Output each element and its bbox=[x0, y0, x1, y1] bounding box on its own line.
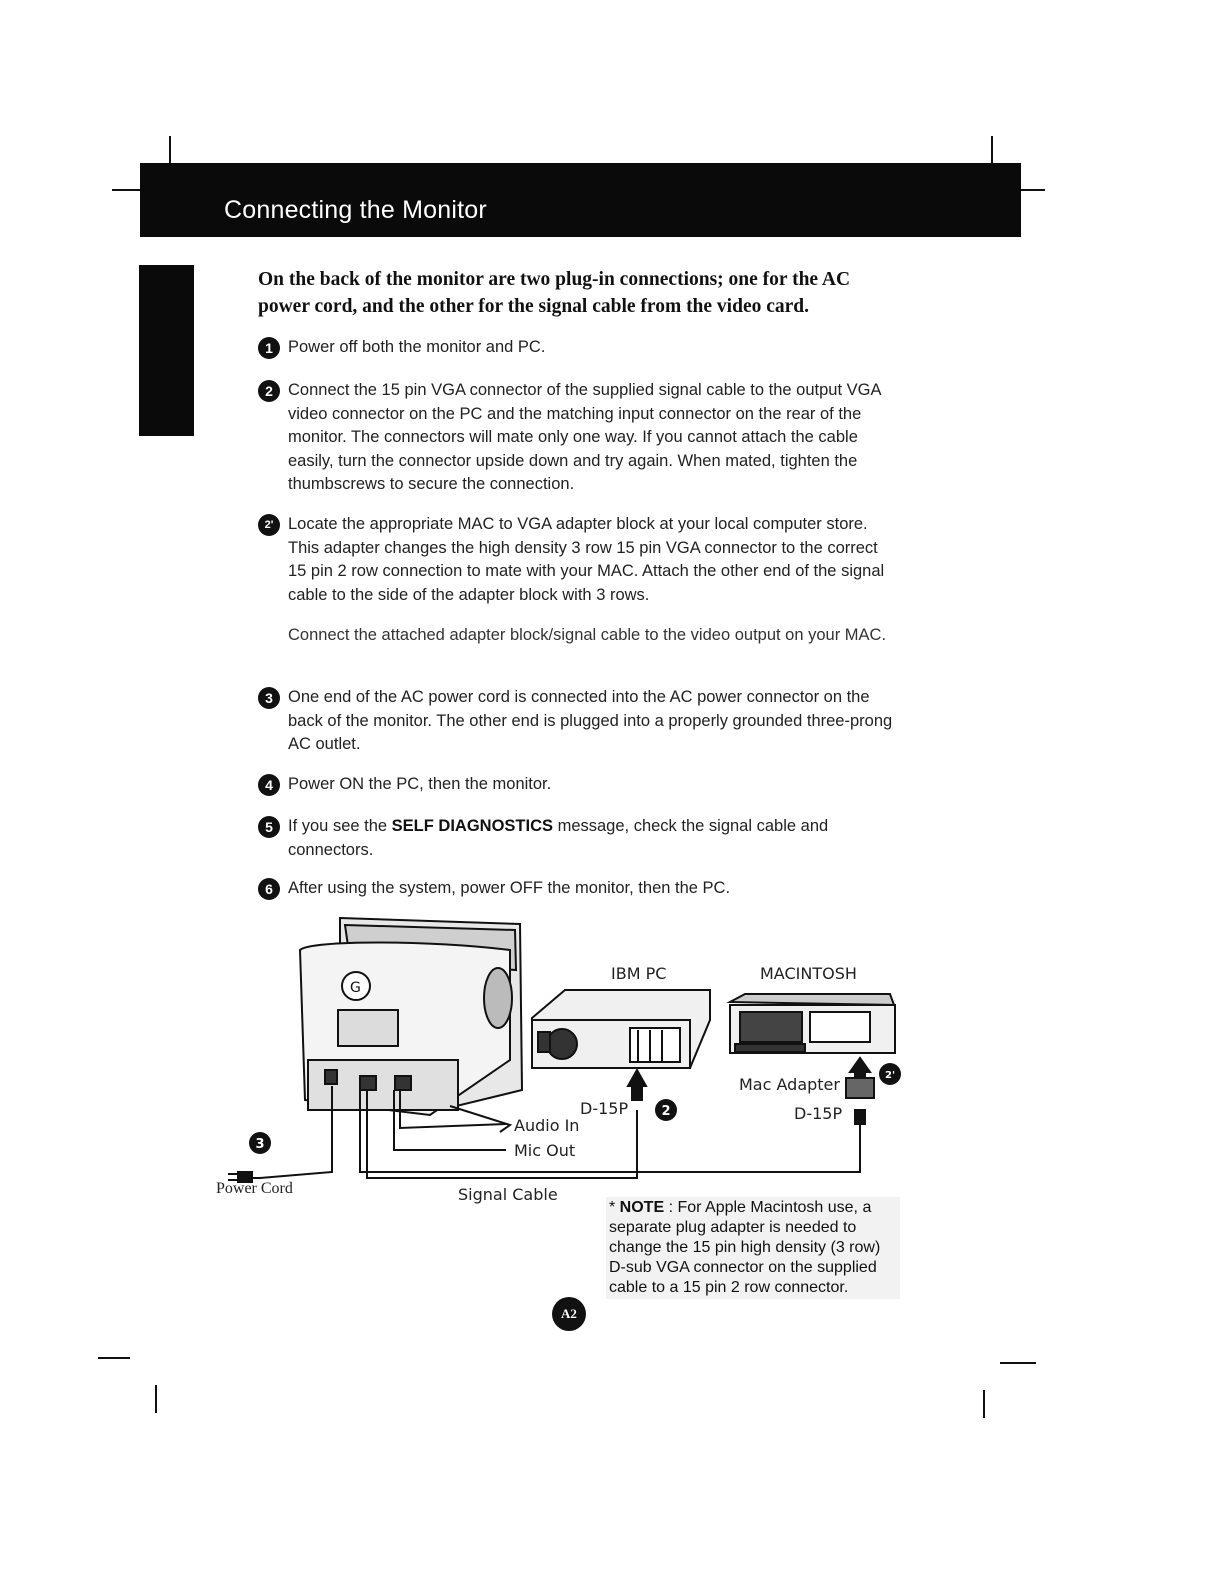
step-number-badge: 3 bbox=[258, 687, 280, 709]
step-number-badge: 2' bbox=[258, 514, 280, 536]
ibm-pc-label: IBM PC bbox=[611, 964, 667, 983]
crop-mark bbox=[169, 136, 171, 164]
step-number-badge: 6 bbox=[258, 878, 280, 900]
step-text bbox=[288, 815, 898, 862]
note-prefix: * bbox=[609, 1199, 620, 1216]
step-number-badge: 4 bbox=[258, 774, 280, 796]
svg-text:G: G bbox=[350, 980, 361, 996]
crop-mark bbox=[983, 1390, 985, 1418]
diagram-badge-2p-label: 2' bbox=[884, 1070, 896, 1081]
power-cord-label: Power Cord bbox=[216, 1180, 293, 1197]
step-6 bbox=[258, 877, 898, 901]
mac-note bbox=[606, 1197, 900, 1299]
self-diagnostics-label: SELF DIAGNOSTICS bbox=[391, 817, 553, 835]
ibm-pc-illustration bbox=[532, 990, 710, 1100]
macintosh-label: MACINTOSH bbox=[760, 964, 857, 983]
crop-mark bbox=[155, 1385, 157, 1413]
page-number: A2 bbox=[552, 1297, 586, 1331]
mic-out-label: Mic Out bbox=[514, 1141, 576, 1160]
step-number-badge: 2 bbox=[258, 380, 280, 402]
step-number-badge: 5 bbox=[258, 816, 280, 838]
step-text: Locate the appropriate MAC to VGA adapter block at your local computer store. This adapter changes the high density 3 row 15 pin VGA connector to the correct 15 pin 2 row connection to mate with your MAC. Attach the other end of the signal cable to the side of the adapter block with 3 rows. bbox=[288, 515, 885, 604]
d15p-mac-label: D-15P bbox=[794, 1104, 843, 1123]
crop-mark bbox=[1021, 189, 1045, 191]
side-tab bbox=[139, 265, 194, 436]
extra-paragraph: Connect the attached adapter block/signal cable to the video output on your MAC. bbox=[288, 626, 887, 644]
step-text: After using the system, power OFF the monitor, then the PC. bbox=[288, 879, 731, 897]
note-text: : For Apple Macintosh use, a separate plug adapter is needed to change the 15 pin high density (3 row) D-sub VGA connector on the supplied cable to a 15 pin 2 row connector. bbox=[609, 1199, 881, 1296]
crop-mark bbox=[98, 1357, 130, 1359]
step-text: Connect the 15 pin VGA connector of the supplied signal cable to the output VGA video connector on the PC and the matching input connector on the rear of the monitor. The connectors will mate only one way. If you cannot attach the cable easily, turn the connector upside down and try again. When mated, tighten the thumbscrews to secure the connection. bbox=[288, 381, 881, 493]
note-label: NOTE bbox=[619, 1199, 665, 1216]
monitor-illustration bbox=[300, 918, 522, 1132]
step-5 bbox=[258, 815, 898, 862]
crop-mark bbox=[112, 189, 140, 191]
d15p-ibm-label: D-15P bbox=[580, 1099, 629, 1118]
step-text-before: If you see the bbox=[288, 817, 392, 835]
step-2-mac bbox=[258, 513, 898, 607]
crop-mark bbox=[991, 136, 993, 164]
diagram-badge-2-label: 2 bbox=[661, 1104, 671, 1119]
step-2 bbox=[258, 379, 898, 497]
crop-mark bbox=[1000, 1362, 1036, 1364]
step-text-after: message, check the signal cable and connectors. bbox=[288, 817, 829, 859]
step-text: Power ON the PC, then the monitor. bbox=[288, 775, 552, 793]
step-1 bbox=[258, 336, 898, 360]
intro-text: On the back of the monitor are two plug-in connections; one for the AC power cord, and the other for the signal cable from the video card. bbox=[258, 269, 851, 317]
step-text: Power off both the monitor and PC. bbox=[288, 338, 546, 356]
mac-adapter-label: Mac Adapter bbox=[739, 1075, 840, 1094]
step-4 bbox=[258, 773, 898, 797]
step-number-badge: 1 bbox=[258, 337, 280, 359]
diagram-badge-3-label: 3 bbox=[255, 1137, 265, 1152]
audio-in-label: Audio In bbox=[514, 1116, 580, 1135]
step-text: One end of the AC power cord is connected into the AC power connector on the back of the monitor. The other end is plugged into a properly grounded three-prong AC outlet. bbox=[288, 688, 893, 753]
step-3 bbox=[258, 686, 898, 757]
signal-cable-label: Signal Cable bbox=[458, 1185, 558, 1204]
page-title: Connecting the Monitor bbox=[224, 196, 487, 224]
